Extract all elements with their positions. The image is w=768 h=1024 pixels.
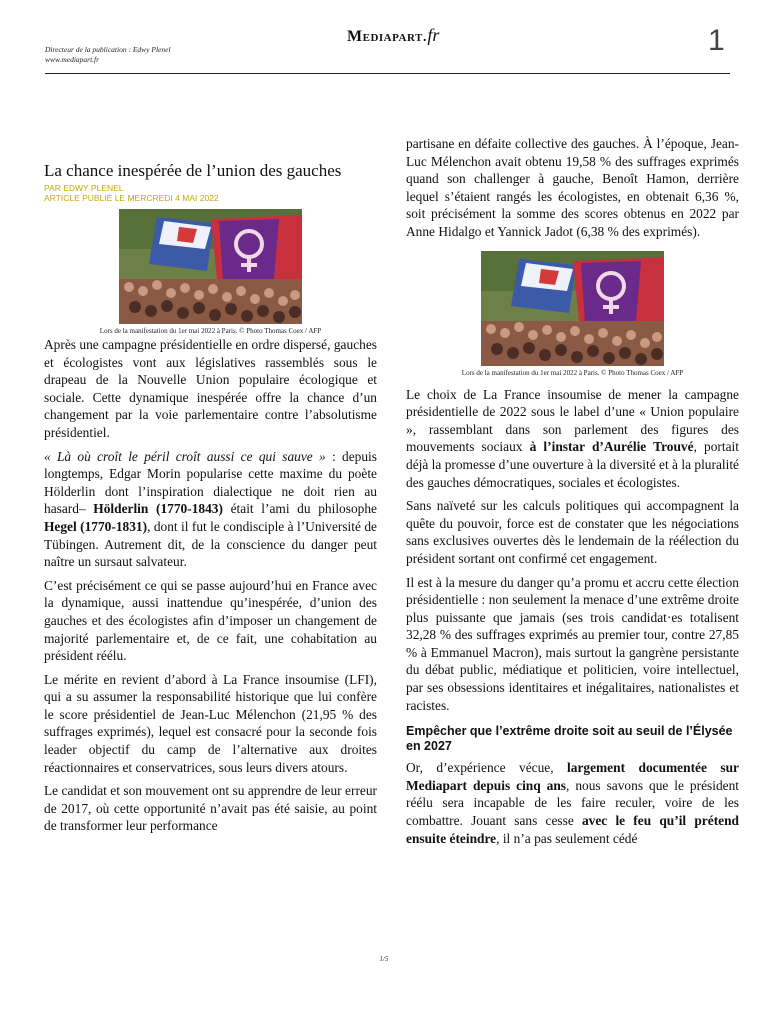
demonstration-photo-2: [481, 251, 664, 366]
documented-mediapart-link[interactable]: largement documentée sur Mediapart depuis cinq ans: [406, 760, 739, 793]
feu-link[interactable]: avec le feu qu’il prétend ensuite éteindre: [406, 813, 739, 846]
photo-figure-2: [406, 251, 739, 378]
paragraph-r2-text-b: , portait déjà la promesse d’une ouverture à la diversité et à la pluralité des gauches démocratiques, sociales et écologistes.: [406, 439, 739, 490]
paragraph-r3: Sans naïveté sur les calculs politiques qui accompagnent la quête du pouvoir, force est de constater que les négociations sans exclusives ouvertes dès le lendemain de la réélection du président sortant ont confirmé cet engagement.: [406, 498, 739, 566]
demonstration-photo-art: [119, 209, 302, 324]
article-title: La chance inespérée de l’union des gauches: [44, 161, 342, 180]
right-column: [406, 135, 739, 853]
paragraph-r5: [406, 759, 739, 847]
paragraph-r1: partisane en défaite collective des gauches. À l’époque, Jean-Luc Mélenchon avait obtenu 19,58 % des suffrages exprimés quand son challenger à gauche, Benoît Hamon, derrière lequel s’étaient rangés les écologistes, en obtenait 6,36 %, soit précisément la somme des scores obtenus en 2022 par Anne Hidalgo et Yannick Jadot (6,38 % des exprimés).: [406, 136, 739, 239]
paragraph-4: Le mérite en revient d’abord à La France insoumise (LFI), qui a su assumer la responsabilité historique que lui confère le score présidentiel de Jean-Luc Mélenchon (21,95 % des suffrages exprimés), lequel est consacré pour la seconde fois leader objectif du camp de l’alternative aux droites réactionnaires et conservatrices, sous leurs divers atours.: [44, 671, 377, 775]
demonstration-photo-2-art: [481, 251, 664, 366]
holderlin-link[interactable]: Hölderlin (1770-1843): [93, 501, 223, 517]
brand-logo[interactable]: [347, 25, 439, 46]
photo-caption-2: Lors de la manifestation du 1er mai 2022 à Paris. © Photo Thomas Coex / AFP: [461, 368, 684, 377]
aurelie-trouve-link[interactable]: à l’instar d’Aurélie Trouvé: [529, 439, 694, 455]
paragraph-3: C’est précisément ce qui se passe aujourd’hui en France avec la dynamique, aussi inattendue qu’inespérée, d’union des gauches et des écologistes afin d’imposer un changement de majorité parlementaire et, de ce fait, une cohabitation au président réélu.: [44, 577, 377, 664]
paragraph-2-text-c: , dont il fut le condisciple à l’Université de Tübingen. Autrement dit, de la conscience du danger peut naître un sursaut salvateur.: [44, 518, 377, 570]
byline: PAR EDWY PLENEL: [44, 183, 124, 193]
section-subheading: Empêcher que l’extrême droite soit au seuil de l’Élysée en 2027: [406, 724, 733, 754]
hegel-link[interactable]: Hegel (1770-1831): [44, 518, 148, 534]
publication-info: [45, 45, 171, 65]
paragraph-2: [44, 448, 377, 571]
left-column: [44, 150, 377, 841]
director-line: Directeur de la publication : Edwy Plenel: [45, 45, 171, 54]
header-rule: [45, 73, 730, 74]
paragraph-5: Le candidat et son mouvement ont su apprendre de leur erreur de 2017, où cette opportunité n’avait pas été saisie, au point de transformer leur performance: [44, 783, 377, 834]
site-url: www.mediapart.fr: [45, 55, 100, 64]
paragraph-2-text-a: : depuis longtemps, Edgar Morin popularise cette maxime du poète Hölderlin dont l’inspiration dialectique ne doit rien au hasard–: [44, 448, 377, 517]
paragraph-1: Après une campagne présidentielle en ordre dispersé, gauches et écologistes vont aux législatives rassemblés sous le drapeau de la Nouvelle Union populaire écologique et sociale. Cette dynamique inespérée offre la chance d’un changement par la voie parlementaire contre l’absolutisme présidentiel.: [44, 337, 377, 440]
publication-date: ARTICLE PUBLIÉ LE MERCREDI 4 MAI 2022: [44, 193, 219, 203]
paragraph-r2-text-a: Le choix de La France insoumise de mener la campagne présidentielle de 2022 sous le label d’une « Union populaire », rassemblant dans son parlement des figures des mouvements sociaux: [406, 386, 739, 455]
paragraph-r5-text-c: , il n’a pas seulement cédé: [496, 830, 638, 846]
photo-caption: Lors de la manifestation du 1er mai 2022 à Paris. © Photo Thomas Coex / AFP: [99, 327, 322, 335]
page-footer: 1/5: [379, 955, 389, 963]
brand-suffix: .fr: [422, 25, 440, 45]
paragraph-r5-text-a: Or, d’expérience vécue,: [406, 760, 568, 776]
holderlin-quote: « Là où croît le péril croît aussi ce qui sauve »: [44, 448, 326, 464]
paragraph-2-text-b: était l’ami du philosophe: [222, 501, 377, 517]
demonstration-photo: [119, 209, 302, 324]
photo-figure: [44, 209, 377, 336]
paragraph-r5-text-b: , nous savons que le président réélu sera incapable de les faire reculer, voire de les combattre. Jouant sans cesse: [406, 777, 739, 829]
paragraph-r4: Il est à la mesure du danger qu’a promu et accru cette élection présidentielle : non seulement la menace d’une extrême droite plus puissante que jamais (ses trois candidat·es totalisent 32,28 % des suffrages exprimés au premier tour, contre 27,85 % à Emmanuel Macron), mais surtout la gangrène persistante du débat public, médiatique et politicien, voire intellectuel, par ses obsessions identitaires et inégalitaires, nationalistes et racistes.: [406, 574, 739, 713]
paragraph-r2: [406, 386, 739, 492]
page-number: 1: [708, 24, 725, 57]
brand-name: Mediapart: [347, 28, 423, 45]
